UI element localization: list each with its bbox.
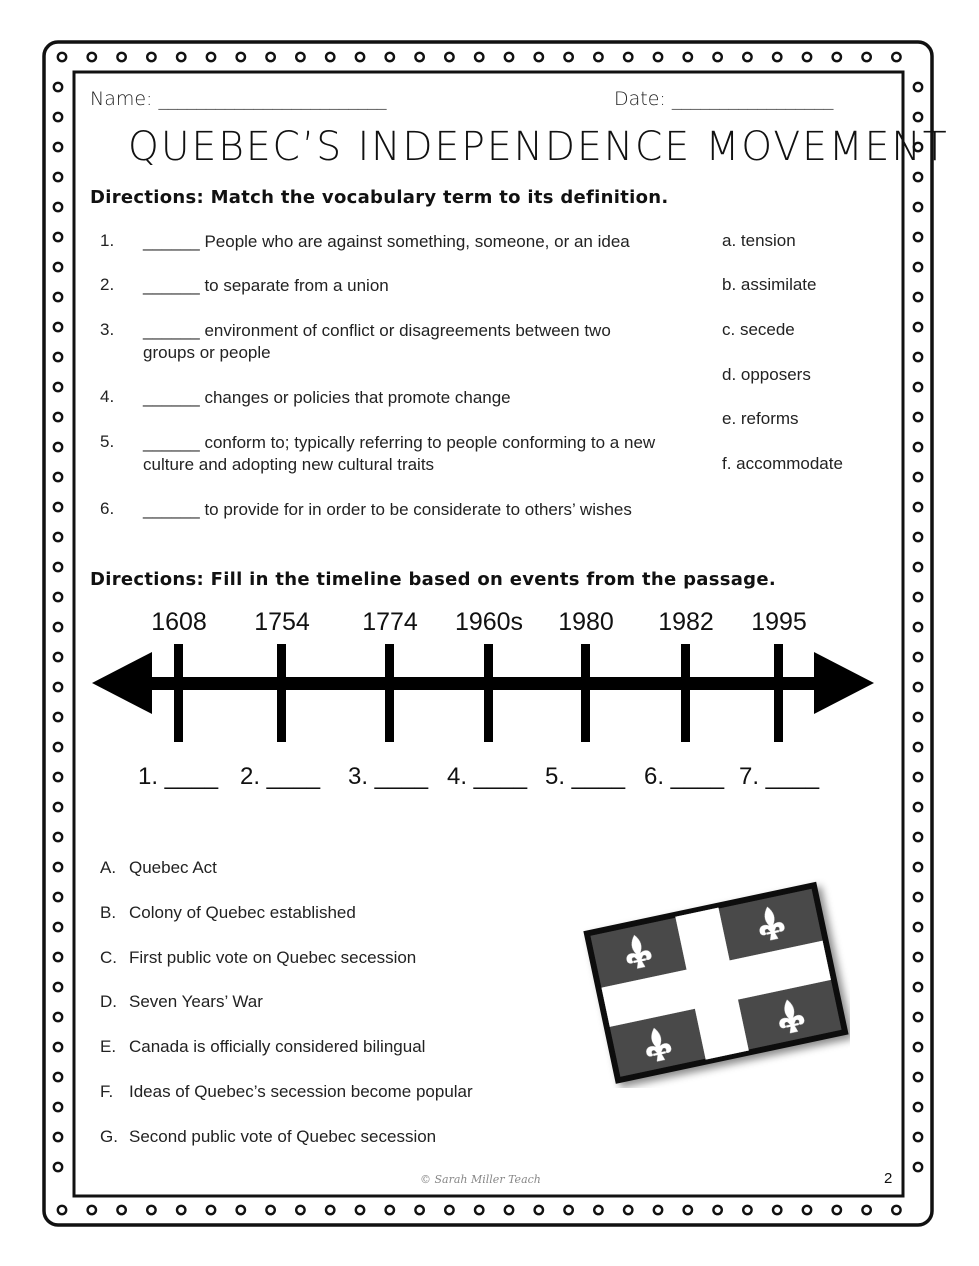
timeline-blank[interactable]: 3. ____ (348, 763, 429, 790)
border-circle (177, 1206, 185, 1214)
border-circle (914, 383, 922, 391)
border-circle (914, 773, 922, 781)
event-text: Colony of Quebec established (129, 903, 356, 922)
timeline-year: 1774 (362, 608, 418, 636)
border-circle (914, 113, 922, 121)
border-circle (445, 1206, 453, 1214)
border-circle (54, 1103, 62, 1111)
border-circle (914, 653, 922, 661)
border-circle (326, 53, 334, 61)
border-circle (862, 1206, 870, 1214)
border-circle (54, 593, 62, 601)
border-circle (54, 743, 62, 751)
border-circle (914, 233, 922, 241)
border-circle (386, 1206, 394, 1214)
border-circle (475, 1206, 483, 1214)
event-letter: C. (100, 948, 117, 967)
border-circle (177, 53, 185, 61)
border-circle (54, 773, 62, 781)
timeline-year: 1754 (254, 608, 310, 636)
border-circle (914, 503, 922, 511)
border-circle (54, 293, 62, 301)
border-circle (54, 1163, 62, 1171)
event-text: Ideas of Quebec’s secession become popular (129, 1082, 473, 1101)
border-circle (207, 53, 215, 61)
vocab-choice: e. reforms (722, 409, 799, 428)
timeline-year: 1960s (454, 608, 524, 636)
border-circle (266, 1206, 274, 1214)
border-circle (535, 1206, 543, 1214)
timeline-blank[interactable]: 2. ____ (240, 763, 321, 790)
event-text: First public vote on Quebec secession (129, 948, 417, 967)
vocab-directions: Directions: Match the vocabulary term to its definition. (90, 187, 669, 208)
quebec-flag-image (580, 878, 850, 1088)
border-circle (445, 53, 453, 61)
border-circle (743, 1206, 751, 1214)
border-circle (713, 53, 721, 61)
border-circle (624, 53, 632, 61)
border-circle (54, 563, 62, 571)
timeline-year: 1980 (558, 608, 614, 636)
border-circle (914, 923, 922, 931)
event-letter: G. (100, 1127, 118, 1146)
border-circle (624, 1206, 632, 1214)
border-circle (356, 1206, 364, 1214)
border-circle (914, 983, 922, 991)
border-circle (914, 683, 922, 691)
border-circle (892, 53, 900, 61)
name-field[interactable]: Name: ________________________ (90, 88, 387, 110)
border-circle (914, 203, 922, 211)
border-circle (654, 1206, 662, 1214)
event-letter: B. (100, 903, 117, 922)
event-item (100, 992, 263, 1012)
border-circle (386, 53, 394, 61)
border-circle (914, 533, 922, 541)
border-circle (914, 173, 922, 181)
timeline-blank[interactable]: 4. ____ (447, 763, 528, 790)
border-circle (88, 53, 96, 61)
border-circle (773, 53, 781, 61)
border-circle (54, 263, 62, 271)
date-field[interactable]: Date: _________________ (614, 88, 834, 110)
border-circle (54, 173, 62, 181)
border-circle (356, 53, 364, 61)
border-circle (54, 143, 62, 151)
event-text: Quebec Act (129, 858, 217, 877)
copyright-notice: © Sarah Miller Teach (420, 1173, 541, 1186)
event-letter: A. (100, 858, 117, 877)
border-circle (535, 53, 543, 61)
vocab-item-text[interactable]: ______ environment of conflict or disagreements between two groups or people (143, 321, 611, 362)
border-circle (54, 923, 62, 931)
border-circle (914, 713, 922, 721)
border-circle (54, 893, 62, 901)
border-circle (266, 53, 274, 61)
event-item (100, 1037, 425, 1057)
border-circle (54, 623, 62, 631)
border-circle (54, 383, 62, 391)
event-item (100, 1127, 436, 1147)
border-circle (54, 353, 62, 361)
border-circle (564, 1206, 572, 1214)
border-circle (54, 833, 62, 841)
event-text: Second public vote of Quebec secession (129, 1127, 437, 1146)
timeline-blank[interactable]: 7. ____ (739, 763, 820, 790)
border-circle (914, 413, 922, 421)
border-circle (803, 1206, 811, 1214)
timeline-blank[interactable]: 5. ____ (545, 763, 626, 790)
border-circle (326, 1206, 334, 1214)
border-circle (54, 683, 62, 691)
border-circle (654, 53, 662, 61)
event-letter: E. (100, 1037, 117, 1056)
vocab-choice: c. secede (722, 320, 795, 339)
border-circle (207, 1206, 215, 1214)
vocab-item-number: 5. (100, 432, 115, 451)
page-title: QUEBEC’S INDEPENDENCE MOVEMENT (128, 124, 949, 170)
vocab-item-number: 2. (100, 275, 115, 294)
border-circle (914, 833, 922, 841)
timeline-year: 1982 (658, 608, 714, 636)
border-circle (54, 1073, 62, 1081)
border-circle (54, 653, 62, 661)
border-circle (54, 323, 62, 331)
border-circle (54, 533, 62, 541)
event-item (100, 903, 356, 923)
border-circle (54, 713, 62, 721)
border-circle (117, 53, 125, 61)
border-circle (54, 1013, 62, 1021)
border-circle (914, 1103, 922, 1111)
border-circle (914, 803, 922, 811)
border-circle (88, 1206, 96, 1214)
border-circle (296, 1206, 304, 1214)
border-circle (892, 1206, 900, 1214)
border-circle (862, 53, 870, 61)
vocab-choice: a. tension (722, 231, 796, 250)
vocab-choice: d. opposers (722, 365, 811, 384)
vocab-item-number: 4. (100, 387, 115, 406)
timeline-year: 1995 (751, 608, 807, 636)
event-letter: F. (100, 1082, 114, 1101)
border-circle (914, 353, 922, 361)
vocab-item-text[interactable]: ______ People who are against something, someone, or an idea (143, 232, 630, 251)
border-circle (147, 53, 155, 61)
border-circle (914, 443, 922, 451)
border-circle (296, 53, 304, 61)
page-number: 2 (884, 1170, 893, 1187)
border-circle (54, 413, 62, 421)
border-circle (505, 1206, 513, 1214)
event-text: Seven Years’ War (129, 992, 263, 1011)
border-circle (914, 593, 922, 601)
event-item (100, 948, 416, 968)
timeline-blank[interactable]: 6. ____ (644, 763, 725, 790)
border-circle (803, 53, 811, 61)
timeline-arrow (88, 640, 878, 750)
border-circle (914, 1133, 922, 1141)
border-circle (54, 1043, 62, 1051)
border-circle (713, 1206, 721, 1214)
vocab-item-text[interactable]: ______ conform to; typically referring to people conforming to a new culture and adopting new cultural traits (143, 433, 656, 474)
border-circle (833, 1206, 841, 1214)
vocab-item-number: 3. (100, 320, 115, 339)
border-circle (415, 53, 423, 61)
border-circle (415, 1206, 423, 1214)
border-circle (914, 1013, 922, 1021)
vocab-item-number: 6. (100, 499, 115, 518)
border-circle (914, 323, 922, 331)
border-circle (684, 53, 692, 61)
border-circle (54, 203, 62, 211)
border-circle (743, 53, 751, 61)
border-circle (54, 1133, 62, 1141)
border-circle (684, 1206, 692, 1214)
vocab-item-number: 1. (100, 231, 115, 250)
border-circle (237, 1206, 245, 1214)
border-circle (914, 1163, 922, 1171)
border-circle (914, 953, 922, 961)
border-circle (54, 443, 62, 451)
border-circle (117, 1206, 125, 1214)
border-circle (914, 863, 922, 871)
border-circle (54, 503, 62, 511)
border-circle (773, 1206, 781, 1214)
border-circle (594, 53, 602, 61)
event-letter: D. (100, 992, 117, 1011)
border-circle (914, 473, 922, 481)
border-circle (914, 1073, 922, 1081)
border-circle (914, 293, 922, 301)
border-circle (54, 113, 62, 121)
vocab-choice: b. assimilate (722, 275, 817, 294)
border-circle (914, 1043, 922, 1051)
border-circle (914, 563, 922, 571)
border-circle (54, 803, 62, 811)
vocab-item-text[interactable]: ______ to provide for in order to be considerate to others’ wishes (143, 500, 632, 519)
border-circle (54, 863, 62, 871)
border-circle (833, 53, 841, 61)
border-circle (914, 83, 922, 91)
vocab-choice: f. accommodate (722, 454, 843, 473)
border-circle (237, 53, 245, 61)
border-circle (54, 83, 62, 91)
timeline-year: 1608 (151, 608, 207, 636)
border-circle (58, 1206, 66, 1214)
border-circle (54, 233, 62, 241)
vocab-item-text[interactable]: ______ changes or policies that promote change (143, 388, 511, 407)
timeline-directions: Directions: Fill in the timeline based on events from the passage. (90, 569, 777, 590)
event-item (100, 858, 217, 878)
border-circle (54, 473, 62, 481)
border-circle (914, 743, 922, 751)
border-circle (505, 53, 513, 61)
border-circle (594, 1206, 602, 1214)
border-circle (58, 53, 66, 61)
border-circle (914, 893, 922, 901)
border-circle (475, 53, 483, 61)
border-circle (147, 1206, 155, 1214)
border-circle (54, 983, 62, 991)
border-circle (914, 263, 922, 271)
border-circle (914, 623, 922, 631)
border-circle (564, 53, 572, 61)
border-circle (54, 953, 62, 961)
timeline-blank[interactable]: 1. ____ (138, 763, 219, 790)
event-item (100, 1082, 473, 1102)
event-text: Canada is officially considered bilingual (129, 1037, 426, 1056)
vocab-item-text[interactable]: ______ to separate from a union (143, 276, 389, 295)
